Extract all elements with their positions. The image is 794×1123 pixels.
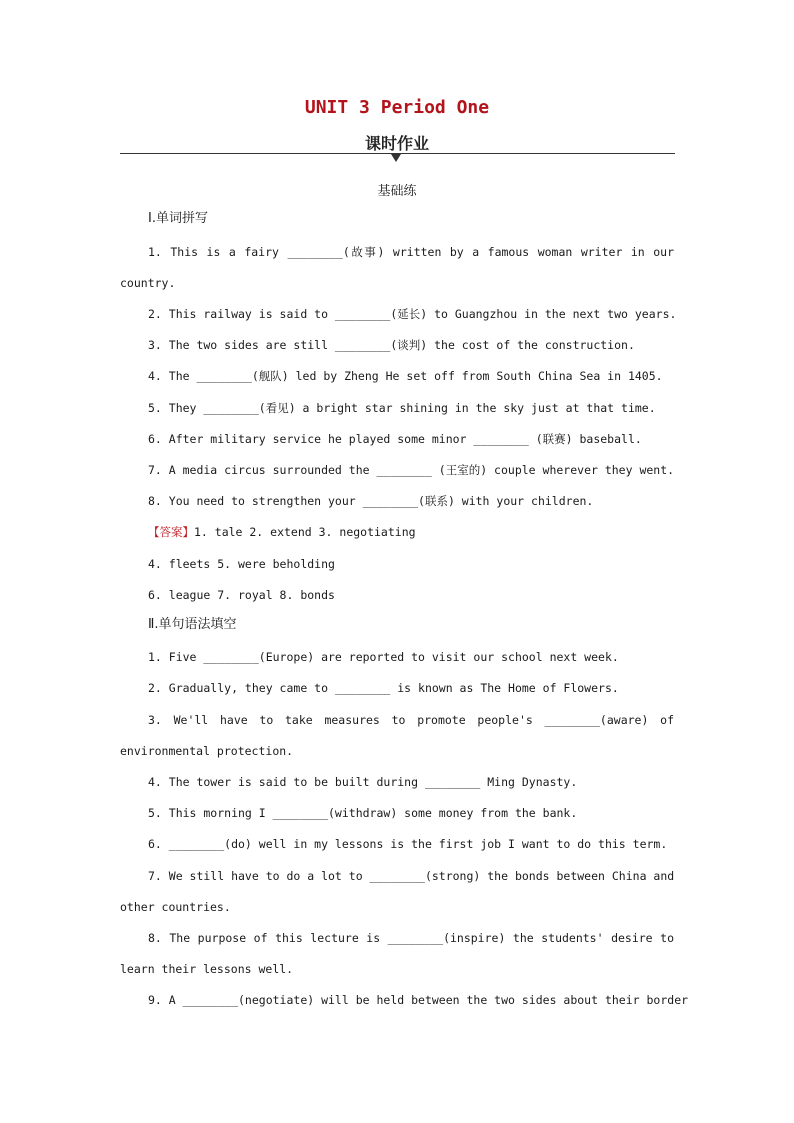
answer-row — [120, 524, 674, 540]
part2-item: 7. We still have to do a lot to ________(strong) the bonds between China and — [148, 869, 675, 883]
part2-item-continued: learn their lessons well. — [120, 962, 294, 976]
section-title: 基础练 — [377, 184, 417, 199]
answer-text: 4. fleets 5. were beholding — [148, 557, 335, 571]
part2-item-continued: other countries. — [120, 900, 231, 914]
part1-item: 1. This is a fairy ________(故事) written by a famous woman writer in our — [148, 245, 674, 259]
part1-item: 7. A media circus surrounded the ________ (王室的) couple wherever they went. — [148, 463, 675, 477]
answer-label: 【答案】 — [148, 525, 194, 539]
part2-item: 5. This morning I ________(withdraw) some money from the bank. — [148, 806, 578, 820]
part1-item: 5. They ________(看见) a bright star shining in the sky just at that time. — [148, 401, 656, 415]
part2-item: 6. ________(do) well in my lessons is the first job I want to do this term. — [148, 837, 668, 851]
part2-item: 3. We'll have to take measures to promote people's ________(aware) of — [148, 713, 674, 727]
part1-item: 3. The two sides are still ________(谈判) the cost of the construction. — [148, 338, 635, 352]
part1-heading: Ⅰ.单词拼写 — [148, 211, 208, 226]
part2-heading: Ⅱ.单句语法填空 — [148, 617, 237, 632]
part2-item: 4. The tower is said to be built during ________ Ming Dynasty. — [148, 775, 578, 789]
unit-title: UNIT 3 Period One — [304, 97, 490, 118]
part1-item-continued: country. — [120, 276, 176, 290]
part1-item: 6. After military service he played some minor ________ (联赛) baseball. — [148, 432, 642, 446]
part1-item: 2. This railway is said to ________(延长) to Guangzhou in the next two years. — [148, 307, 677, 321]
part2-item: 9. A ________(negotiate) will be held between the two sides about their border — [148, 993, 689, 1007]
divider-triangle-icon — [391, 154, 401, 162]
page-subtitle: 课时作业 — [364, 134, 429, 153]
answer-text: 1. tale 2. extend 3. negotiating — [194, 525, 416, 539]
part2-item: 8. The purpose of this lecture is ________(inspire) the students' desire to — [148, 931, 674, 945]
part1-item: 4. The ________(舰队) led by Zheng He set off from South China Sea in 1405. — [148, 369, 663, 383]
part2-item: 1. Five ________(Europe) are reported to visit our school next week. — [148, 650, 619, 664]
part1-item: 8. You need to strengthen your ________(联系) with your children. — [148, 494, 594, 508]
part2-item-continued: environmental protection. — [120, 744, 294, 758]
answer-text: 6. league 7. royal 8. bonds — [148, 588, 335, 602]
part2-item: 2. Gradually, they came to ________ is known as The Home of Flowers. — [148, 681, 619, 695]
